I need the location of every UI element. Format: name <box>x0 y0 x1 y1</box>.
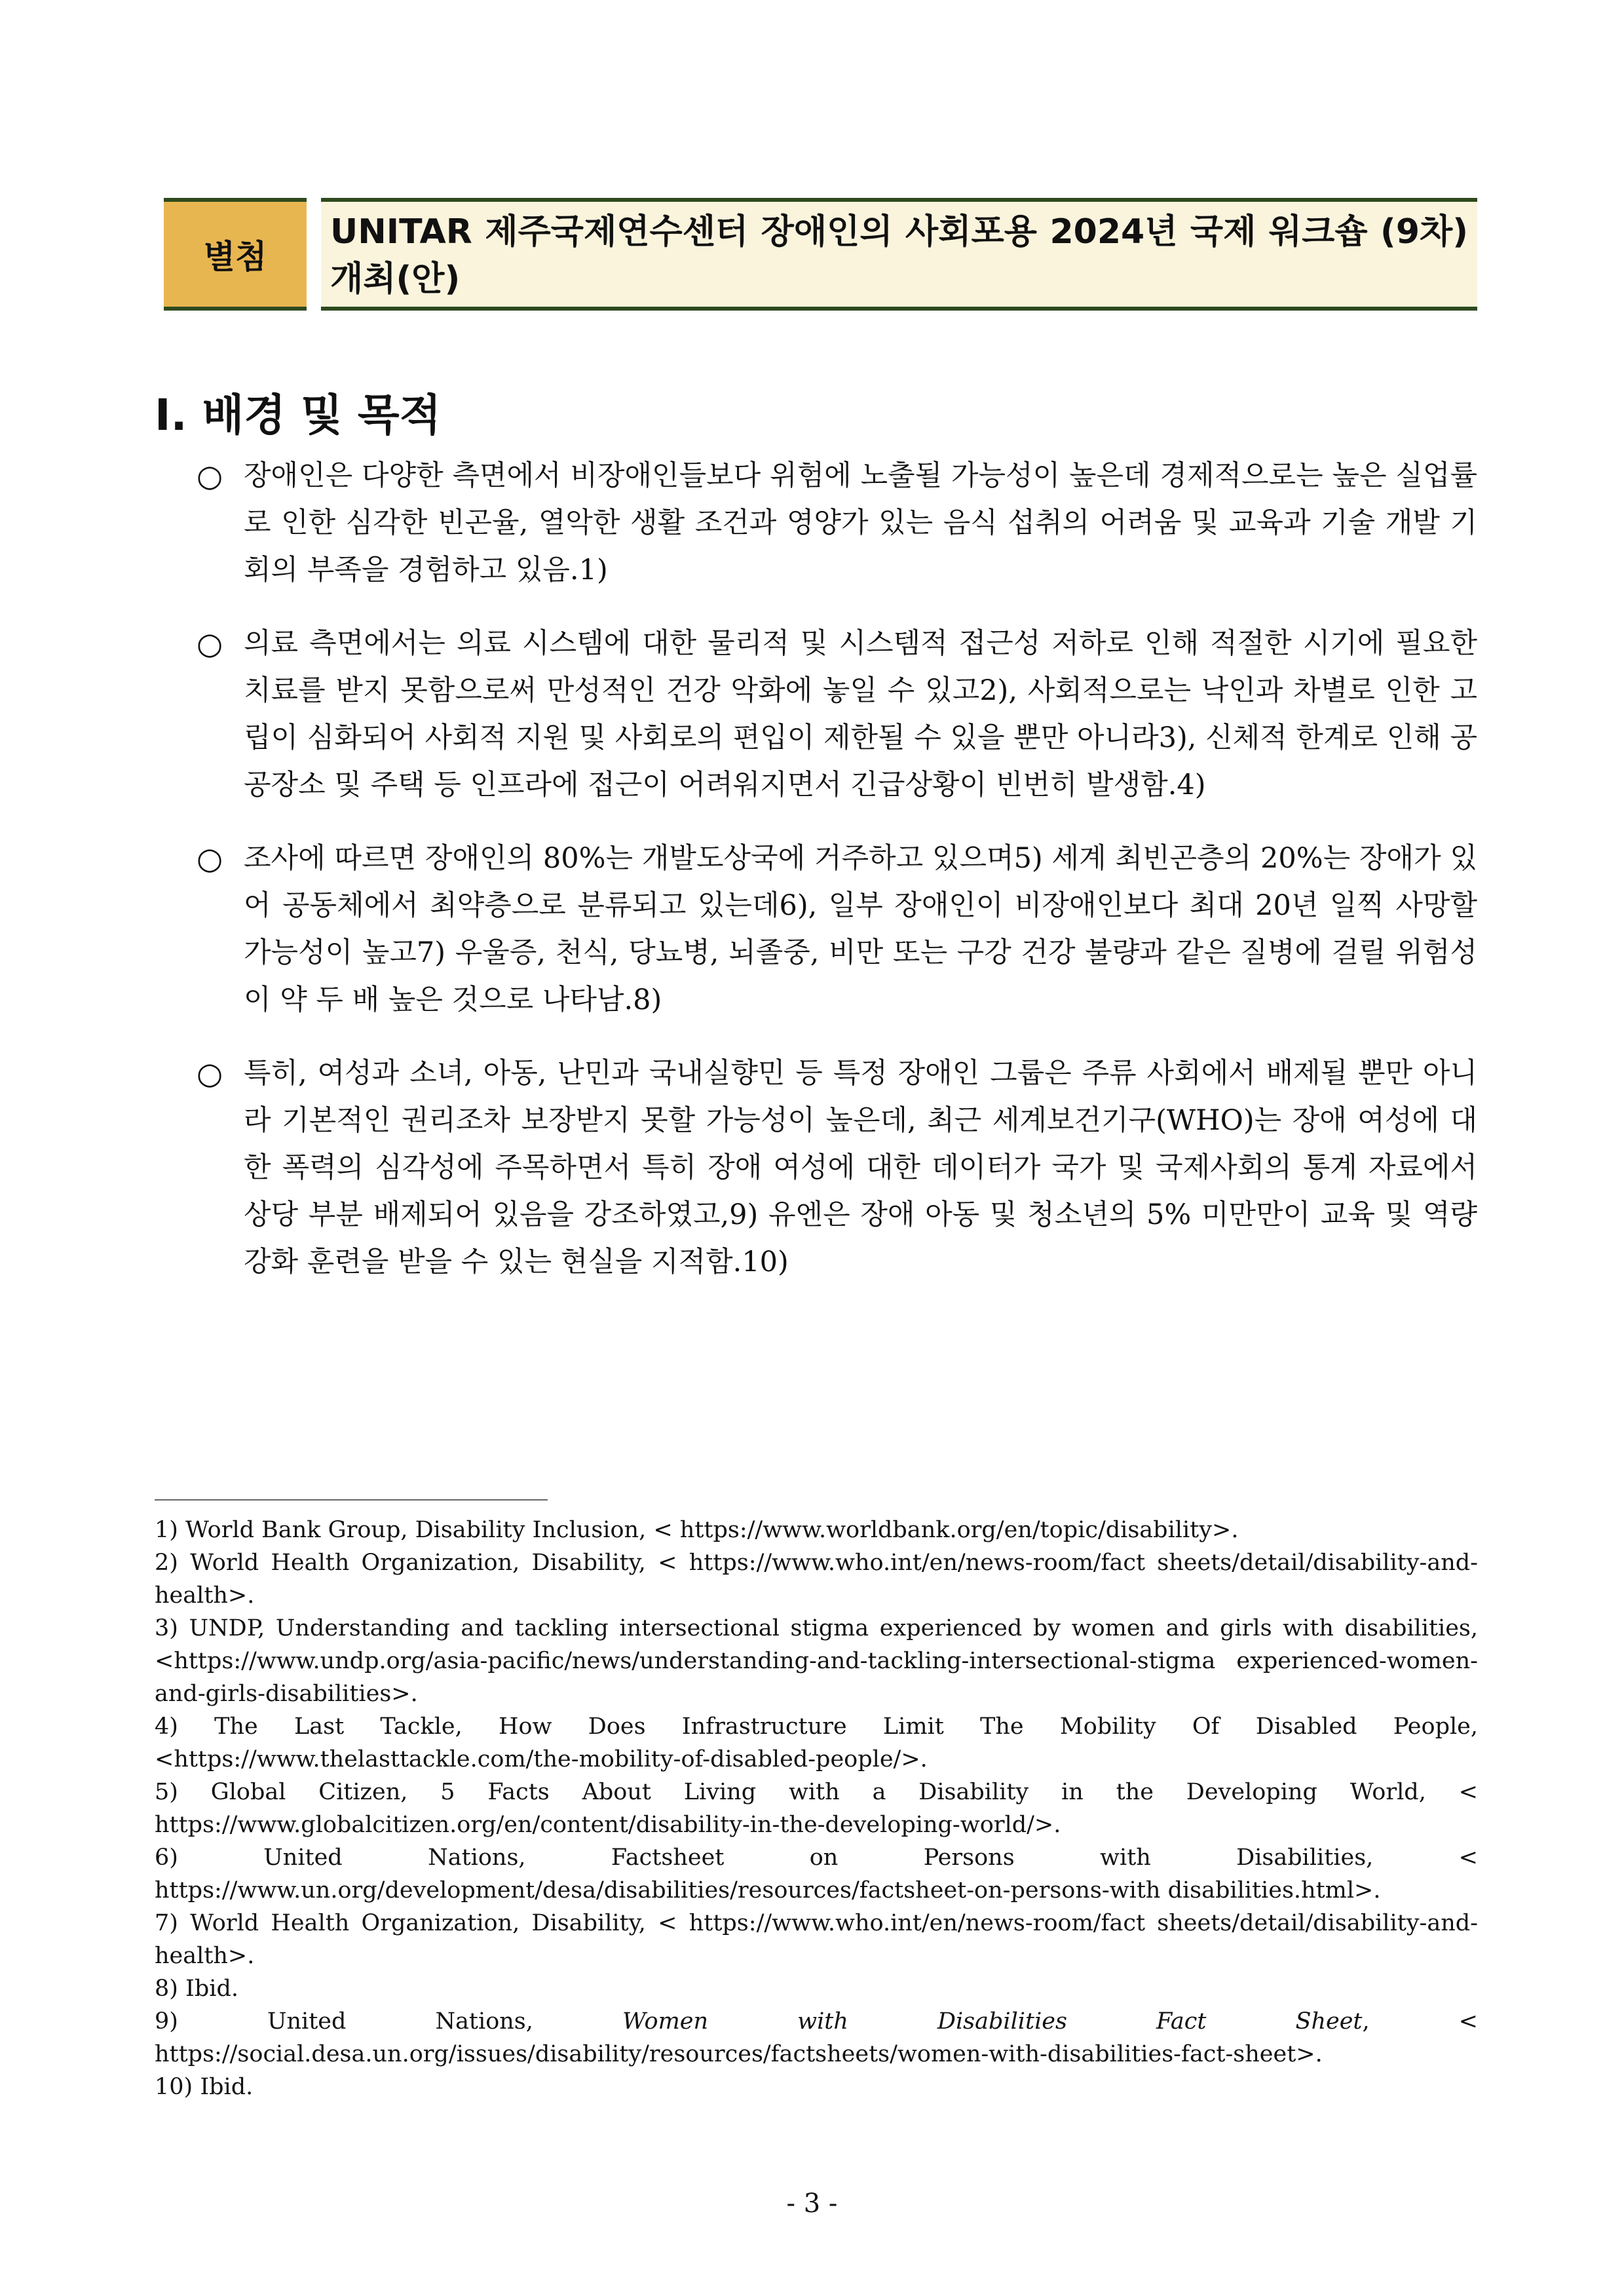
annex-badge: 별첨 <box>164 198 307 311</box>
footnote: 1) World Bank Group, Disability Inclusion, < https://www.worldbank.org/en/topic/disability>. <box>155 1517 1239 1543</box>
footnote <box>155 2005 1478 2071</box>
section-heading: Ⅰ. 배경 및 목적 <box>155 390 442 440</box>
circle-bullet-icon: ○ <box>197 1056 223 1091</box>
footnote: 7) World Health Organization, Disability, < https://www.who.int/en/news-room/fact sheets/detail/disability-and-health>. <box>155 1910 1478 1969</box>
page-number: - 3 - <box>786 2189 838 2219</box>
footnote: 2) World Health Organization, Disability, < https://www.who.int/en/news-room/fact sheets/detail/disability-and-health>. <box>155 1550 1478 1609</box>
footnote-divider <box>155 1499 548 1501</box>
footnote: 8) Ibid. <box>155 1976 239 2002</box>
footnote-prefix: 9) United Nations, <box>155 2008 622 2035</box>
bullet-list <box>197 452 1477 1312</box>
footnotes <box>155 1514 1478 2103</box>
bullet-item <box>197 835 1477 1024</box>
circle-bullet-icon: ○ <box>197 458 223 493</box>
bullet-text: 장애인은 다양한 측면에서 비장애인들보다 위험에 노출될 가능성이 높은데 경제적으로는 높은 실업률로 인한 심각한 빈곤율, 열악한 생활 조건과 영양가 있는 음식 섭취의 어려움 및 교육과 기술 개발 기회의 부족을 경험하고 있음.1) <box>244 459 1477 586</box>
bullet-text: 조사에 따르면 장애인의 80%는 개발도상국에 거주하고 있으며5) 세계 최빈곤층의 20%는 장애가 있어 공동체에서 최약층으로 분류되고 있는데6), 일부 장애인이 비장애인보다 최대 20년 일찍 사망할 가능성이 높고7) 우울증, 천식, 당뇨병, 뇌졸중, 비만 또는 구강 건강 불량과 같은 질병에 걸릴 위험성이 약 두 배 높은 것으로 나타남.8) <box>244 842 1477 1016</box>
footnote: 6) United Nations, Factsheet on Persons with Disabilities, < https://www.un.org/development/desa/disabilities/resources/factsheet-on-persons-with disabilities.html>. <box>155 1845 1478 1904</box>
footnote-suffix: , < https://social.desa.un.org/issues/disability/resources/factsheets/women-with-disabilities-fact-sheet>. <box>155 2008 1479 2067</box>
circle-bullet-icon: ○ <box>197 626 223 661</box>
footnote: 4) The Last Tackle, How Does Infrastructure Limit The Mobility Of Disabled People, <https://www.thelasttackle.com/the-mobility-of-disabled-people/>. <box>155 1713 1478 1772</box>
annex-header <box>164 198 1477 311</box>
bullet-text: 특히, 여성과 소녀, 아동, 난민과 국내실향민 등 특정 장애인 그룹은 주류 사회에서 배제될 뿐만 아니라 기본적인 권리조차 보장받지 못할 가능성이 높은데, 최근 세계보건기구(WHO)는 장애 여성에 대한 폭력의 심각성에 주목하면서 특히 장애 여성에 대한 데이터가 국가 및 국제사회의 통계 자료에서 상당 부분 배제되어 있음을 강조하였고,9) 유엔은 장애 아동 및 청소년의 5% 미만만이 교육 및 역량 강화 훈련을 받을 수 있는 현실을 지적함.10) <box>244 1057 1477 1278</box>
bullet-item <box>197 620 1477 809</box>
document-title: UNITAR 제주국제연수센터 장애인의 사회포용 2024년 국제 워크숍 (9차) 개최(안) <box>321 198 1477 311</box>
footnote: 5) Global Citizen, 5 Facts About Living with a Disability in the Developing World, < https://www.globalcitizen.org/en/content/disability-in-the-developing-world/>. <box>155 1779 1478 1838</box>
bullet-item <box>197 1050 1477 1286</box>
footnote: 3) UNDP, Understanding and tackling intersectional stigma experienced by women and girls with disabilities, <https://www.undp.org/asia-pacific/news/understanding-and-tackling-intersectional-stigma experienced-women-and-girls-disabilities>. <box>155 1615 1478 1707</box>
bullet-item <box>197 452 1477 594</box>
footnote-italic-title: Women with Disabilities Fact Sheet <box>622 2008 1363 2035</box>
footnote: 10) Ibid. <box>155 2074 254 2100</box>
bullet-text: 의료 측면에서는 의료 시스템에 대한 물리적 및 시스템적 접근성 저하로 인해 적절한 시기에 필요한 치료를 받지 못함으로써 만성적인 건강 악화에 놓일 수 있고2), 사회적으로는 낙인과 차별로 인한 고립이 심화되어 사회적 지원 및 사회로의 편입이 제한될 수 있을 뿐만 아니라3), 신체적 한계로 인해 공공장소 및 주택 등 인프라에 접근이 어려워지면서 긴급상황이 빈번히 발생함.4) <box>244 627 1477 801</box>
circle-bullet-icon: ○ <box>197 841 223 876</box>
